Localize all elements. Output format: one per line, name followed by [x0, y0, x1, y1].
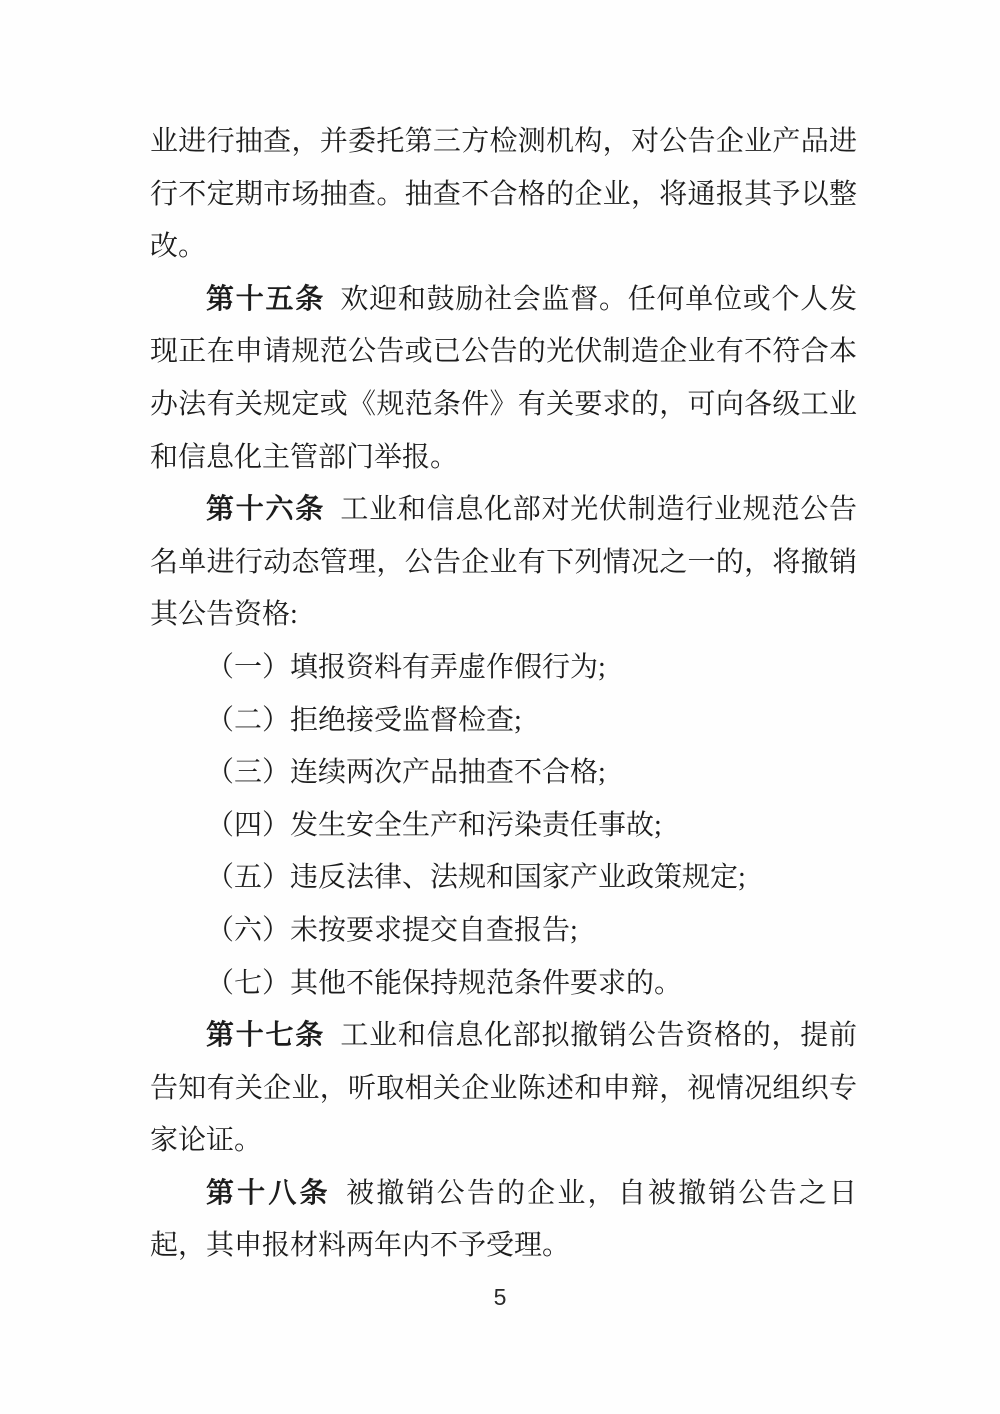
list-item-paragraph: （六）未按要求提交自查报告;: [206, 914, 578, 946]
body-paragraph: 业进行抽查，并委托第三方检测机构，对公告企业产品进行不定期市场抽查。抽查不合格的企业，将通报其予以整改。: [150, 126, 857, 263]
article-heading: 第十六条: [206, 494, 325, 526]
list-item-paragraph: （七）其他不能保持规范条件要求的。: [206, 967, 683, 999]
list-item-paragraph: （三）连续两次产品抽查不合格;: [206, 757, 606, 789]
list-item-paragraph: （一）填报资料有弄虚作假行为;: [206, 651, 606, 683]
article-paragraph: 第十七条 工业和信息化部拟撤销公告资格的，提前告知有关企业，听取相关企业陈述和申辩，视情况组织专家论证。: [150, 1020, 857, 1157]
article-heading: 第十五条: [206, 283, 325, 315]
article-paragraph: 第十五条 欢迎和鼓励社会监督。任何单位或个人发现正在申请规范公告或已公告的光伏制造企业有不符合本办法有关规定或《规范条件》有关要求的，可向各级工业和信息化主管部门举报。: [150, 283, 857, 473]
list-item-paragraph: （五）违反法律、法规和国家产业政策规定;: [206, 862, 746, 894]
article-paragraph: 第十六条 工业和信息化部对光伏制造行业规范公告名单进行动态管理，公告企业有下列情况之一的，将撤销其公告资格:: [150, 494, 857, 631]
list-item-paragraph: （二）拒绝接受监督检查;: [206, 704, 522, 736]
article-paragraph: 第十八条 被撤销公告的企业，自被撤销公告之日起，其申报材料两年内不予受理。: [150, 1177, 857, 1262]
document-body: [150, 116, 857, 1273]
list-item-paragraph: （四）发生安全生产和污染责任事故;: [206, 809, 662, 841]
page-number: 5: [493, 1284, 507, 1310]
article-heading: 第十七条: [206, 1020, 325, 1052]
article-heading: 第十八条: [206, 1177, 331, 1209]
